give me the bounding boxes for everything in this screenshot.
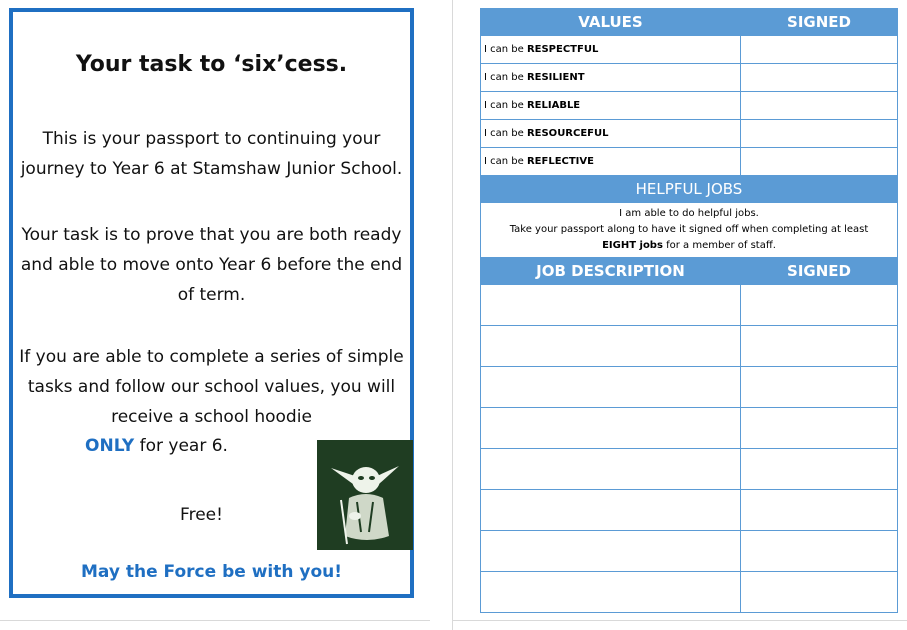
job-description-cell[interactable] <box>481 490 741 531</box>
left-page-bottom-edge <box>0 620 430 621</box>
right-page-bottom-edge <box>453 620 907 621</box>
helpful-jobs-heading: HELPFUL JOBS <box>481 176 898 203</box>
value-label: I can be RESILIENT <box>481 64 741 92</box>
signature-cell[interactable] <box>741 92 898 120</box>
signature-cell[interactable] <box>741 490 898 531</box>
intro-paragraph: This is your passport to continuing your journey to Year 6 at Stamshaw Junior School. <box>20 129 403 179</box>
helpful-jobs-line2: Take your passport along to have it signed off when completing at least EIGHT jobs for a member of staff. <box>509 224 869 251</box>
table-row <box>481 531 898 572</box>
job-description-cell[interactable] <box>481 449 741 490</box>
signature-cell[interactable] <box>741 367 898 408</box>
job-description-header: JOB DESCRIPTION <box>481 258 741 285</box>
page-gutter <box>452 0 453 630</box>
table-row <box>481 285 898 326</box>
table-row <box>481 120 898 148</box>
signature-cell[interactable] <box>741 449 898 490</box>
helpful-jobs-line1: I am able to do helpful jobs. <box>619 208 759 219</box>
passport-cover-card <box>9 8 414 598</box>
job-description-cell[interactable] <box>481 572 741 613</box>
values-header: VALUES <box>481 9 741 36</box>
task-paragraph: Your task is to prove that you are both ready and able to move onto Year 6 before the end of term. <box>20 225 403 305</box>
signature-cell[interactable] <box>741 326 898 367</box>
signature-cell[interactable] <box>741 120 898 148</box>
yoda-image <box>317 440 413 550</box>
value-label: I can be RELIABLE <box>481 92 741 120</box>
job-description-cell[interactable] <box>481 326 741 367</box>
only-rest: for year 6. <box>134 436 228 456</box>
job-description-cell[interactable] <box>481 408 741 449</box>
table-row <box>481 408 898 449</box>
table-row <box>481 326 898 367</box>
helpful-jobs-info <box>481 203 898 258</box>
signature-cell[interactable] <box>741 36 898 64</box>
table-row <box>481 490 898 531</box>
table-row <box>481 367 898 408</box>
signature-cell[interactable] <box>741 285 898 326</box>
table-row <box>481 64 898 92</box>
values-signed-header: SIGNED <box>741 9 898 36</box>
signature-cell[interactable] <box>741 572 898 613</box>
job-description-cell[interactable] <box>481 531 741 572</box>
table-row <box>481 36 898 64</box>
table-row <box>481 148 898 176</box>
table-row <box>481 92 898 120</box>
jobs-signed-header: SIGNED <box>741 258 898 285</box>
free-text: Free! <box>180 505 223 525</box>
values-table <box>480 8 898 613</box>
page-title: Your task to ‘six’cess. <box>75 52 348 77</box>
value-label: I can be REFLECTIVE <box>481 148 741 176</box>
signature-cell[interactable] <box>741 64 898 92</box>
closing-text: May the Force be with you! <box>81 562 342 582</box>
value-label: I can be RESOURCEFUL <box>481 120 741 148</box>
signature-cell[interactable] <box>741 148 898 176</box>
value-label: I can be RESPECTFUL <box>481 36 741 64</box>
signature-cell[interactable] <box>741 408 898 449</box>
reward-paragraph: If you are able to complete a series of simple tasks and follow our school values, you will receive a school hoodie <box>19 347 404 427</box>
passport-record-page <box>480 8 897 613</box>
job-description-cell[interactable] <box>481 285 741 326</box>
table-row <box>481 449 898 490</box>
only-word: ONLY <box>85 436 135 456</box>
signature-cell[interactable] <box>741 531 898 572</box>
yoda-silhouette-icon <box>317 440 413 550</box>
job-description-cell[interactable] <box>481 367 741 408</box>
table-row <box>481 572 898 613</box>
